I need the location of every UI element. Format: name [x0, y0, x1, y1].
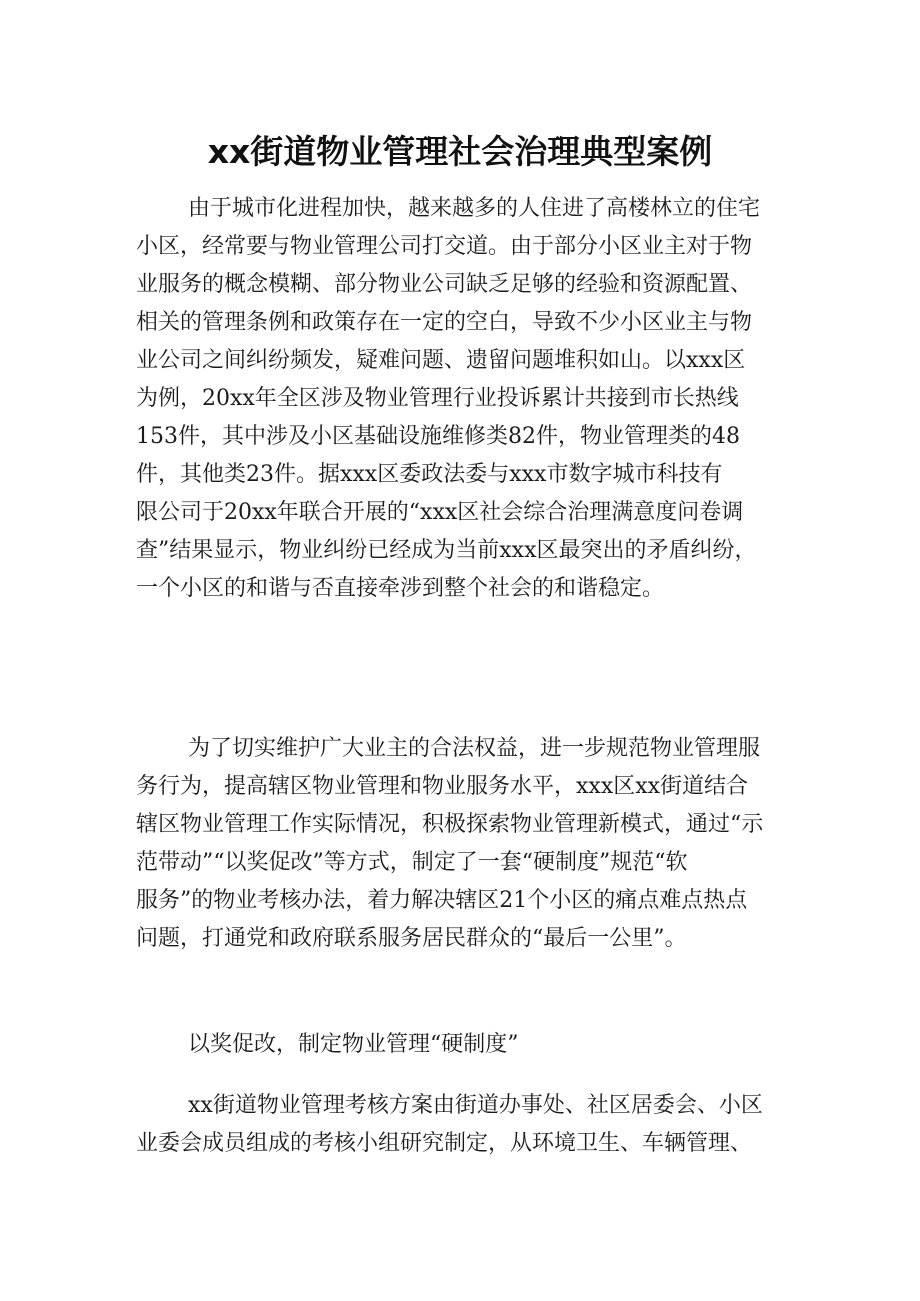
paragraph-3	[136, 1087, 796, 1163]
text-line: 业公司之间纠纷频发，疑难问题、遗留问题堆积如山。以xxx区	[136, 348, 746, 373]
text-line: 件，其他类23件。据xxx区委政法委与xxx市数字城市科技有	[136, 462, 723, 487]
paragraph-1	[136, 190, 796, 608]
text-line: 业服务的概念模糊、部分物业公司缺乏足够的经验和资源配置、	[136, 272, 753, 297]
text-line: 务行为，提高辖区物业管理和物业服务水平，xxx区xx街道结合	[136, 774, 749, 799]
text-line: xx街道物业管理考核方案由街道办事处、社区居委会、小区	[188, 1093, 763, 1118]
text-line: 由于城市化进程加快，越来越多的人住进了高楼林立的住宅	[188, 196, 761, 221]
text-line: 为例，20xx年全区涉及物业管理行业投诉累计共接到市长热线	[136, 386, 739, 411]
text-line: 服务”的物业考核办法，着力解决辖区21个小区的痛点难点热点	[136, 888, 748, 913]
text-line: 一个小区的和谐与否直接牵涉到整个社会的和谐稳定。	[136, 576, 665, 601]
paragraph-2	[136, 730, 796, 958]
text-line: 相关的管理条例和政策存在一定的空白，导致不少小区业主与物	[136, 310, 753, 335]
text-line: 小区，经常要与物业管理公司打交道。由于部分小区业主对于物	[136, 234, 753, 259]
text-line: 限公司于20xx年联合开展的“xxx区社会综合治理满意度问卷调	[136, 500, 744, 525]
text-line: 问题，打通党和政府联系服务居民群众的“最后一公里”。	[136, 926, 687, 951]
heading-text: 以奖促改，制定物业管理“硬制度”	[188, 1032, 519, 1057]
text-line: 范带动”“以奖促改”等方式，制定了一套“硬制度”规范“软	[136, 850, 688, 875]
document-title: xx街道物业管理社会治理典型案例	[207, 132, 713, 171]
text-line: 查”结果显示，物业纠纷已经成为当前xxx区最突出的矛盾纠纷，	[136, 538, 757, 563]
text-line: 业委会成员组成的考核小组研究制定，从环境卫生、车辆管理、	[136, 1131, 753, 1156]
text-line: 153件，其中涉及小区基础设施维修类82件，物业管理类的48	[136, 424, 740, 449]
text-line: 为了切实维护广大业主的合法权益，进一步规范物业管理服	[188, 736, 761, 761]
text-line: 辖区物业管理工作实际情况，积极探索物业管理新模式，通过“示	[136, 812, 764, 837]
section-heading	[136, 1026, 796, 1064]
